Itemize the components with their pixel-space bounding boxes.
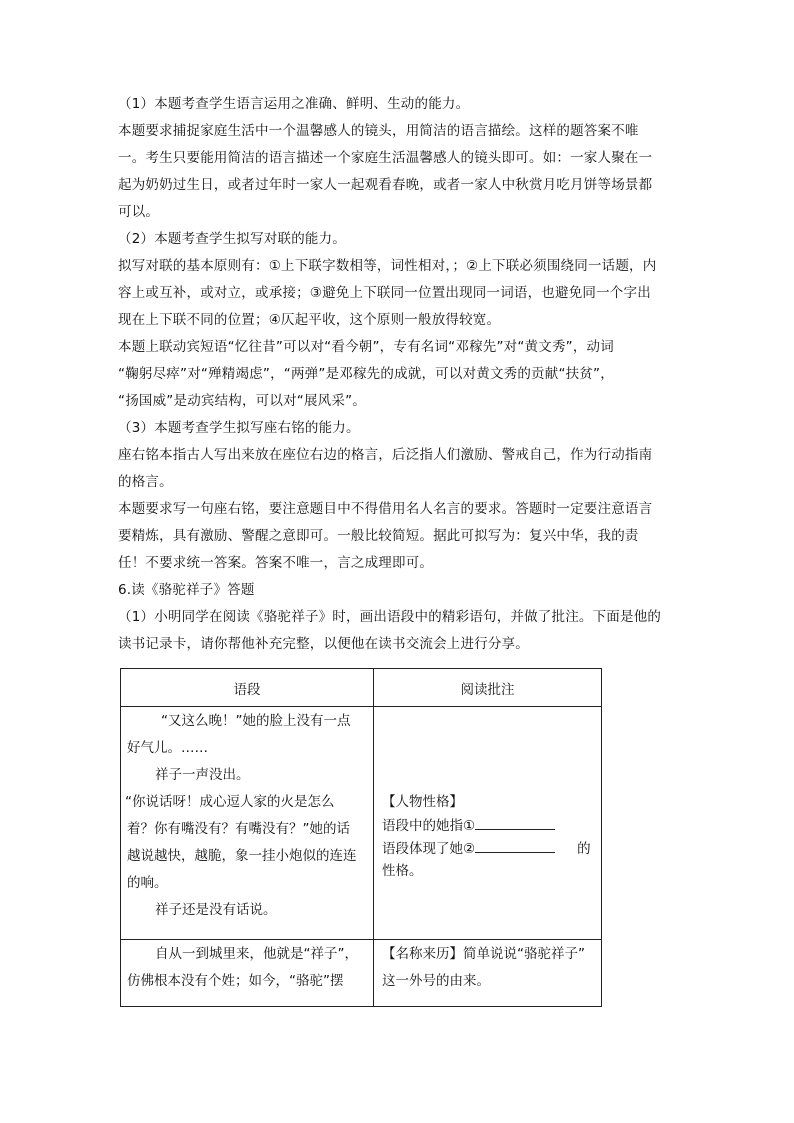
text-line: 容上或互补，或对立，或承接；③避免上下联同一位置出现同一词语，也避免同一个字出	[118, 285, 651, 301]
passage-line: 好气儿。……	[127, 740, 208, 756]
text-line: 座右铭本指古人写出来放在座位右边的格言，后泛指人们激励、警戒自己，作为行动指南	[118, 447, 653, 463]
column-header: 语段	[121, 669, 374, 707]
passage-line: “又这么晚！”她的脸上没有一点	[161, 713, 351, 729]
text-line: 可以。	[118, 204, 160, 220]
table-row	[121, 940, 602, 1007]
passage-line: 祥子还是没有话说。	[155, 902, 277, 918]
text-line: 本题要求捕捉家庭生活中一个温馨感人的镜头，用简洁的语言描绘。这样的题答案不唯	[118, 123, 639, 139]
table-header-row	[121, 669, 602, 707]
annotation-prompt: 语段中的她指①	[382, 818, 476, 834]
text-line: 拟写对联的基本原则有：①上下联字数相等，词性相对，；②上下联必须围绕同一话题，内	[118, 258, 657, 274]
annotation-line: 【名称来历】简单说说“骆驼祥子”	[382, 946, 585, 962]
annotation-suffix: 的	[577, 841, 591, 857]
answer-blank-1[interactable]	[475, 815, 555, 830]
text-line: 一。考生只要能用简洁的语言描述一个家庭生活温馨感人的镜头即可。如：一家人聚在一	[118, 150, 653, 166]
passage-line: 仿佛根本没有个姓；如今，“骆驼”摆	[127, 973, 344, 989]
text-line: 本题要求写一句座右铭，要注意题目中不得借用名人名言的要求。答题时一定要注意语言	[118, 501, 653, 517]
table-row	[121, 707, 602, 940]
reading-record-card	[120, 668, 602, 1007]
annotation-cell	[374, 940, 602, 1007]
passage-line: 越说越快，越脆，象一挂小炮似的连连	[127, 848, 357, 864]
passage-line: 着？你有嘴没有？有嘴没有？”她的话	[127, 821, 350, 837]
text-line: 本题上联动宾短语“忆往昔”可以对“看今朝”，专有名词“邓稼先”对“黄文秀”，动词	[118, 339, 614, 355]
passage-cell	[121, 940, 374, 1007]
column-header: 阅读批注	[374, 669, 602, 707]
text-line: （1）小明同学在阅读《骆驼祥子》时，画出语段中的精彩语句，并做了批注。下面是他的	[118, 609, 662, 625]
text-line: （2）本题考查学生拟写对联的能力。	[118, 231, 346, 247]
annotation-title: 【人物性格】	[382, 794, 463, 810]
text-line: （3）本题考查学生拟写座右铭的能力。	[118, 420, 360, 436]
text-line: “鞠躬尽瘁”对“殚精竭虑”，“两弹”是邓稼先的成就，可以对黄文秀的贡献“扶贫”，	[118, 366, 614, 382]
annotation-cell	[374, 707, 602, 940]
annotation-line: 性格。	[382, 863, 423, 879]
passage-line: 的响。	[127, 875, 168, 891]
text-line: 读书记录卡，请你帮他补充完整，以便他在读书交流会上进行分享。	[118, 636, 529, 652]
text-line: 要精炼，具有激励、警醒之意即可。一般比较简短。据此可拟写为：复兴中华，我的责	[118, 528, 639, 544]
text-line: （1）本题考查学生语言运用之准确、鲜明、生动的能力。	[118, 96, 470, 112]
passage-line: “你说话呀！成心逗人家的火是怎么	[125, 794, 335, 810]
text-line: 任！不要求统一答案。答案不唯一，言之成理即可。	[118, 555, 434, 571]
annotation-prompt: 语段体现了她②	[382, 841, 476, 857]
question-heading: 6.读《骆驼祥子》答题	[118, 582, 255, 598]
passage-line: 自从一到城里来，他就是“祥子”，	[155, 946, 358, 962]
passage-cell	[121, 707, 374, 940]
text-line: 起为奶奶过生日，或者过年时一家人一起观看春晚，或者一家人中秋赏月吃月饼等场景都	[118, 177, 653, 193]
text-line: “扬国威”是动宾结构，可以对“展风采”。	[118, 393, 366, 409]
annotation-line: 这一外号的由来。	[382, 973, 490, 989]
passage-line: 祥子一声没出。	[155, 767, 250, 783]
text-line: 的格言。	[118, 474, 173, 490]
text-line: 现在上下联不同的位置；④仄起平收，这个原则一般放得较宽。	[118, 312, 501, 328]
answer-blank-2[interactable]	[475, 838, 555, 853]
